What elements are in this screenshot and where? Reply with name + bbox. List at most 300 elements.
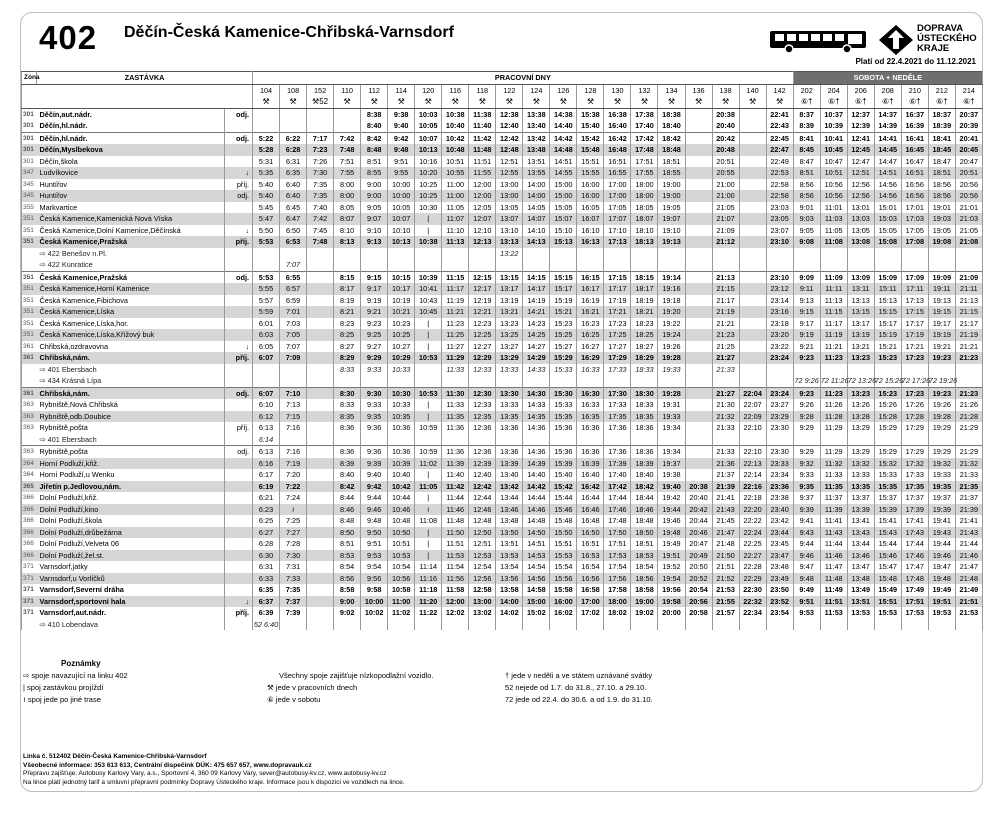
time-cell — [739, 213, 766, 225]
stop-header: ZASTÁVKA — [37, 72, 253, 85]
time-cell: 16:56 — [901, 179, 928, 191]
time-cell: 16:47 — [901, 156, 928, 168]
time-cell — [847, 259, 874, 271]
time-cell — [901, 434, 928, 446]
trip-number: 138 — [712, 84, 739, 96]
time-cell: 12:54 — [469, 561, 496, 573]
time-cell — [307, 422, 334, 434]
time-cell: 5:45 — [253, 202, 280, 214]
time-cell: 16:30 — [577, 387, 604, 399]
time-cell: 16:27 — [577, 341, 604, 353]
time-cell: 20:51 — [712, 156, 739, 168]
time-cell: 22:16 — [739, 481, 766, 493]
time-cell: 17:29 — [604, 352, 631, 364]
time-cell: 18:13 — [631, 236, 658, 248]
time-cell: 12:44 — [469, 492, 496, 504]
time-cell: | — [415, 341, 442, 353]
time-cell: 21:23 — [712, 329, 739, 341]
time-cell: 18:37 — [928, 108, 955, 120]
time-cell: 16:53 — [577, 550, 604, 562]
time-cell: 18:33 — [631, 364, 658, 376]
time-cell: 8:44 — [334, 492, 361, 504]
zone-cell: 351 — [22, 318, 37, 330]
time-cell: 21:15 — [712, 283, 739, 295]
time-cell: 12:36 — [469, 446, 496, 458]
time-cell — [307, 527, 334, 539]
time-cell: 23:12 — [766, 283, 793, 295]
time-cell: 19:49 — [658, 538, 685, 550]
time-cell: 9:21 — [793, 341, 820, 353]
time-cell: 10:30 — [388, 387, 415, 399]
time-cell: 72 19:26 — [928, 376, 958, 386]
note-item: 72 jede od 22.4. do 30.6. a od 1.9. do 31.10. — [505, 695, 653, 704]
time-cell: 11:22 — [415, 607, 442, 619]
time-cell: 20:48 — [712, 144, 739, 156]
time-cell: 8:15 — [334, 271, 361, 283]
time-cell: 11:05 — [415, 481, 442, 493]
time-cell: 15:25 — [550, 329, 577, 341]
time-cell — [820, 364, 847, 376]
time-cell: 15:35 — [550, 411, 577, 423]
time-cell: 9:23 — [793, 387, 820, 399]
time-cell: 13:29 — [847, 446, 874, 458]
time-cell: 13:13 — [496, 236, 523, 248]
time-cell: 17:23 — [604, 318, 631, 330]
stop-indicator — [225, 619, 253, 631]
time-cell: 11:14 — [415, 561, 442, 573]
time-cell — [442, 259, 469, 271]
time-cell: 52 6:40 — [253, 619, 279, 629]
time-cell: 16:51 — [604, 156, 631, 168]
stop-name: Děčín,hl.nádr. — [37, 132, 225, 144]
zone-cell: 301 — [22, 156, 37, 168]
time-cell: 10:40 — [442, 120, 469, 132]
time-cell: 21:41 — [955, 515, 982, 527]
time-cell: 9:47 — [793, 561, 820, 573]
time-cell: 23:47 — [766, 550, 793, 562]
time-cell: 13:10 — [496, 225, 523, 237]
time-cell: 23:24 — [766, 352, 793, 364]
time-cell: 14:40 — [550, 120, 577, 132]
time-cell: 20:58 — [685, 607, 712, 619]
zone-cell — [22, 375, 37, 387]
time-cell — [793, 364, 820, 376]
time-cell: 14:36 — [523, 446, 550, 458]
time-cell — [415, 364, 442, 376]
time-cell: 7:23 — [307, 144, 334, 156]
time-cell: 9:01 — [793, 202, 820, 214]
time-cell: 12:25 — [469, 329, 496, 341]
time-cell — [361, 434, 388, 446]
time-cell: 11:29 — [820, 446, 847, 458]
time-cell: 7:27 — [280, 527, 307, 539]
time-cell: 15:58 — [550, 584, 577, 596]
time-cell: 17:46 — [604, 504, 631, 516]
time-cell: 23:10 — [766, 271, 793, 283]
time-cell: 22:29 — [739, 573, 766, 585]
time-cell: 21:51 — [712, 561, 739, 573]
zone-cell: 345 — [22, 179, 37, 191]
time-cell: 16:37 — [901, 108, 928, 120]
time-cell — [793, 248, 820, 260]
time-cell: 20:39 — [955, 120, 982, 132]
time-cell: 13:28 — [847, 411, 874, 423]
notes-title: Poznámky — [61, 659, 101, 668]
time-cell: 19:02 — [631, 607, 658, 619]
time-cell: 18:51 — [631, 538, 658, 550]
time-cell: 17:49 — [901, 584, 928, 596]
time-cell: 7:07 — [280, 341, 307, 353]
time-cell: 17:37 — [901, 492, 928, 504]
stop-name: Dolní Podluží,drůbežárna — [37, 527, 225, 539]
time-cell: 11:40 — [469, 120, 496, 132]
time-cell: 9:07 — [361, 213, 388, 225]
stop-name: Česká Kamenice,Pražská — [37, 271, 225, 283]
time-cell — [739, 132, 766, 144]
time-cell: 19:51 — [658, 550, 685, 562]
time-cell: 17:19 — [604, 295, 631, 307]
time-cell: 19:19 — [928, 329, 955, 341]
zone-cell: 371 — [22, 584, 37, 596]
time-cell — [550, 259, 577, 271]
time-cell: 17:48 — [631, 144, 658, 156]
time-cell — [253, 248, 280, 260]
time-cell: 19:32 — [928, 458, 955, 470]
time-cell: 10:03 — [415, 108, 442, 120]
time-cell: 10:55 — [442, 167, 469, 179]
time-cell: 22:10 — [739, 422, 766, 434]
time-cell: 13:33 — [847, 469, 874, 481]
time-cell — [469, 434, 496, 446]
zone-cell: 351 — [22, 213, 37, 225]
time-cell: 11:03 — [820, 213, 847, 225]
time-cell: 12:51 — [847, 167, 874, 179]
time-cell — [631, 375, 658, 387]
time-cell: 21:09 — [955, 271, 982, 283]
time-cell: 11:07 — [442, 213, 469, 225]
time-cell — [307, 399, 334, 411]
time-cell: 19:22 — [658, 318, 685, 330]
stop-indicator — [225, 306, 253, 318]
time-cell: 21:41 — [712, 492, 739, 504]
stop-name: Česká Kamenice,Pražská — [37, 236, 225, 248]
time-cell: 22:58 — [766, 179, 793, 191]
time-cell: 23:14 — [766, 295, 793, 307]
time-cell: 21:13 — [955, 295, 982, 307]
time-cell: 15:21 — [874, 341, 901, 353]
time-cell: 12:42 — [469, 481, 496, 493]
time-cell: 11:35 — [820, 481, 847, 493]
time-cell: 21:53 — [955, 607, 982, 619]
time-cell: 11:20 — [415, 596, 442, 608]
time-cell: 14:46 — [523, 504, 550, 516]
time-cell: 10:15 — [388, 271, 415, 283]
time-cell: 16:42 — [577, 481, 604, 493]
time-cell: 13:13 — [847, 295, 874, 307]
time-cell: 22:13 — [739, 458, 766, 470]
time-cell: 6:53 — [280, 236, 307, 248]
time-cell: 12:51 — [469, 538, 496, 550]
time-cell: 8:53 — [334, 550, 361, 562]
time-cell: 17:51 — [604, 538, 631, 550]
time-cell: 7:35 — [307, 190, 334, 202]
time-cell — [577, 375, 604, 387]
trip-number: 152 — [307, 84, 334, 96]
time-cell: 10:51 — [442, 156, 469, 168]
time-cell: 8:19 — [334, 295, 361, 307]
time-cell: 14:05 — [523, 202, 550, 214]
time-cell: 7:39 — [280, 607, 307, 619]
time-cell — [928, 434, 955, 446]
time-cell: 18:39 — [928, 120, 955, 132]
trip-symbol: ⑥† — [847, 96, 874, 108]
time-cell: | — [415, 550, 442, 562]
time-cell: 21:27 — [712, 352, 739, 364]
time-cell: 10:56 — [820, 179, 847, 191]
time-cell: 11:48 — [820, 573, 847, 585]
stop-row — [22, 225, 983, 237]
time-cell: 6:50 — [280, 225, 307, 237]
time-cell: 9:23 — [361, 318, 388, 330]
time-cell: 13:05 — [847, 225, 874, 237]
time-cell: 18:47 — [928, 156, 955, 168]
time-cell: 13:33 — [496, 399, 523, 411]
time-cell: 7:42 — [307, 213, 334, 225]
time-cell: 15:54 — [550, 561, 577, 573]
connection-name: ⇨ 422 Kunratice — [37, 259, 225, 271]
timetable — [21, 71, 983, 630]
time-cell: 23:48 — [766, 561, 793, 573]
time-cell — [361, 619, 388, 631]
time-cell: 15:46 — [874, 550, 901, 562]
time-cell: 17:27 — [604, 341, 631, 353]
time-cell: 14:51 — [874, 167, 901, 179]
time-cell — [739, 271, 766, 283]
time-cell: 10:53 — [415, 387, 442, 399]
time-cell: 16:46 — [577, 504, 604, 516]
time-cell: 15:33 — [550, 364, 577, 376]
time-cell: 11:21 — [442, 306, 469, 318]
time-cell: 14:42 — [523, 481, 550, 493]
time-cell: 10:42 — [442, 132, 469, 144]
time-cell: 11:44 — [820, 538, 847, 550]
stop-row — [22, 236, 983, 248]
stop-indicator — [225, 434, 253, 446]
time-cell: 13:35 — [496, 411, 523, 423]
time-cell: 15:23 — [874, 352, 901, 364]
time-cell — [901, 248, 928, 260]
time-cell: 21:07 — [712, 213, 739, 225]
zone-cell: 363 — [22, 422, 37, 434]
time-cell — [388, 259, 415, 271]
time-cell: 20:46 — [685, 527, 712, 539]
time-cell — [307, 411, 334, 423]
zone-cell: 351 — [22, 306, 37, 318]
trip-symbol: ⚒ — [577, 96, 604, 108]
stop-name: Jiřetín p.Jedlovou,nám. — [37, 481, 225, 493]
time-cell: 13:00 — [469, 596, 496, 608]
time-cell: 8:05 — [334, 202, 361, 214]
time-cell: 8:51 — [361, 156, 388, 168]
time-cell: 13:39 — [847, 504, 874, 516]
time-cell: 18:21 — [631, 306, 658, 318]
stop-indicator — [225, 283, 253, 295]
time-cell: 6:13 — [253, 422, 280, 434]
time-cell: 21:49 — [955, 584, 982, 596]
time-cell: 19:41 — [928, 515, 955, 527]
time-cell: 13:51 — [523, 156, 550, 168]
time-cell: 13:44 — [496, 492, 523, 504]
time-cell: 17:46 — [901, 550, 928, 562]
time-cell: 9:42 — [388, 132, 415, 144]
time-cell: 13:58 — [496, 584, 523, 596]
time-cell: 17:26 — [901, 399, 928, 411]
time-cell: 5:28 — [253, 144, 280, 156]
duk-logo-icon — [879, 25, 913, 55]
stop-name: Varnsdorf,aut.nádr. — [37, 607, 225, 619]
time-cell: 18:42 — [631, 481, 658, 493]
time-cell: 7:42 — [334, 132, 361, 144]
time-cell: 7:26 — [307, 156, 334, 168]
time-cell — [685, 179, 712, 191]
zone-cell: 366 — [22, 504, 37, 516]
time-cell: 16:25 — [577, 329, 604, 341]
connection-name: ⇨ 401 Ebersbach — [37, 434, 225, 446]
time-cell — [388, 434, 415, 446]
time-cell — [874, 248, 901, 260]
time-cell: 12:53 — [469, 550, 496, 562]
stop-row — [22, 411, 983, 423]
time-cell: 14:00 — [523, 190, 550, 202]
time-cell — [739, 225, 766, 237]
trip-symbol: ⚒52 — [307, 96, 334, 108]
time-cell: 16:58 — [577, 584, 604, 596]
time-cell: 15:17 — [874, 318, 901, 330]
time-cell: 23:36 — [766, 481, 793, 493]
time-cell — [469, 248, 496, 260]
time-cell: 16:40 — [604, 120, 631, 132]
stop-indicator — [225, 248, 253, 260]
time-cell: 15:42 — [577, 132, 604, 144]
stop-indicator — [225, 120, 253, 132]
time-cell: 8:56 — [334, 573, 361, 585]
time-cell: 17:25 — [604, 329, 631, 341]
time-cell: ≀ — [415, 504, 442, 516]
time-cell: 21:05 — [955, 225, 982, 237]
time-cell: 8:35 — [334, 411, 361, 423]
stop-name: Markvartice — [37, 202, 225, 214]
time-cell — [307, 584, 334, 596]
time-cell: 10:39 — [820, 120, 847, 132]
time-cell: 13:33 — [496, 364, 523, 376]
time-cell: 19:10 — [658, 225, 685, 237]
time-cell: 21:36 — [712, 458, 739, 470]
time-cell: 9:11 — [793, 283, 820, 295]
time-cell: 9:40 — [361, 469, 388, 481]
time-cell — [928, 259, 955, 271]
time-cell — [685, 259, 712, 271]
time-cell — [685, 271, 712, 283]
time-cell: 8:42 — [361, 132, 388, 144]
time-cell: 13:56 — [496, 573, 523, 585]
time-cell: 12:13 — [469, 236, 496, 248]
time-cell: 15:15 — [874, 306, 901, 318]
time-cell: 15:39 — [550, 458, 577, 470]
time-cell: | — [415, 492, 442, 504]
time-cell: 13:47 — [847, 561, 874, 573]
time-cell: 9:05 — [361, 202, 388, 214]
zone-cell: 366 — [22, 527, 37, 539]
time-cell: 17:40 — [604, 469, 631, 481]
time-cell — [901, 619, 928, 631]
time-cell: 6:59 — [280, 295, 307, 307]
stop-indicator: příj. — [225, 352, 253, 364]
time-cell: 21:29 — [955, 446, 982, 458]
time-cell: 12:00 — [442, 596, 469, 608]
time-cell — [955, 259, 982, 271]
time-cell: 20:56 — [685, 596, 712, 608]
time-cell: 16:00 — [550, 596, 577, 608]
time-cell: 10:36 — [388, 422, 415, 434]
time-cell: 13:05 — [496, 202, 523, 214]
time-cell: 7:48 — [307, 236, 334, 248]
time-cell — [631, 619, 658, 631]
time-cell: 23:40 — [766, 504, 793, 516]
time-cell: 17:02 — [577, 607, 604, 619]
time-cell: 8:40 — [361, 120, 388, 132]
time-cell: 11:30 — [442, 387, 469, 399]
time-cell: 15:23 — [874, 387, 901, 399]
time-cell: 19:33 — [658, 364, 685, 376]
time-cell: 12:40 — [496, 120, 523, 132]
time-cell: | — [415, 329, 442, 341]
time-cell: 16:10 — [577, 225, 604, 237]
time-cell: 6:27 — [253, 527, 280, 539]
zone-cell: 301 — [22, 108, 37, 120]
time-cell: 21:47 — [955, 561, 982, 573]
time-cell: 17:42 — [604, 481, 631, 493]
time-cell — [685, 306, 712, 318]
time-cell: 12:33 — [469, 399, 496, 411]
time-cell — [685, 213, 712, 225]
zone-cell: 361 — [22, 352, 37, 364]
time-cell — [307, 446, 334, 458]
time-cell: 15:29 — [874, 446, 901, 458]
time-cell: | — [415, 213, 442, 225]
time-cell: 15:15 — [550, 271, 577, 283]
time-cell: 19:15 — [928, 306, 955, 318]
time-cell: 21:13 — [712, 271, 739, 283]
time-cell: 19:00 — [631, 596, 658, 608]
time-cell — [739, 120, 766, 132]
time-cell: 21:00 — [712, 190, 739, 202]
zone-cell — [22, 259, 37, 271]
time-cell — [307, 341, 334, 353]
time-cell: 14:50 — [523, 527, 550, 539]
time-cell: 19:26 — [928, 399, 955, 411]
zone-cell: 301 — [22, 144, 37, 156]
time-cell: 15:50 — [550, 527, 577, 539]
time-cell: 19:48 — [658, 527, 685, 539]
time-cell — [712, 248, 739, 260]
time-cell: 6:28 — [253, 538, 280, 550]
time-cell — [685, 469, 712, 481]
trip-symbol: ⚒ — [685, 96, 712, 108]
time-cell: 21:27 — [712, 387, 739, 399]
time-cell: 18:51 — [928, 167, 955, 179]
time-cell: 9:29 — [361, 352, 388, 364]
time-cell: 11:49 — [820, 584, 847, 596]
